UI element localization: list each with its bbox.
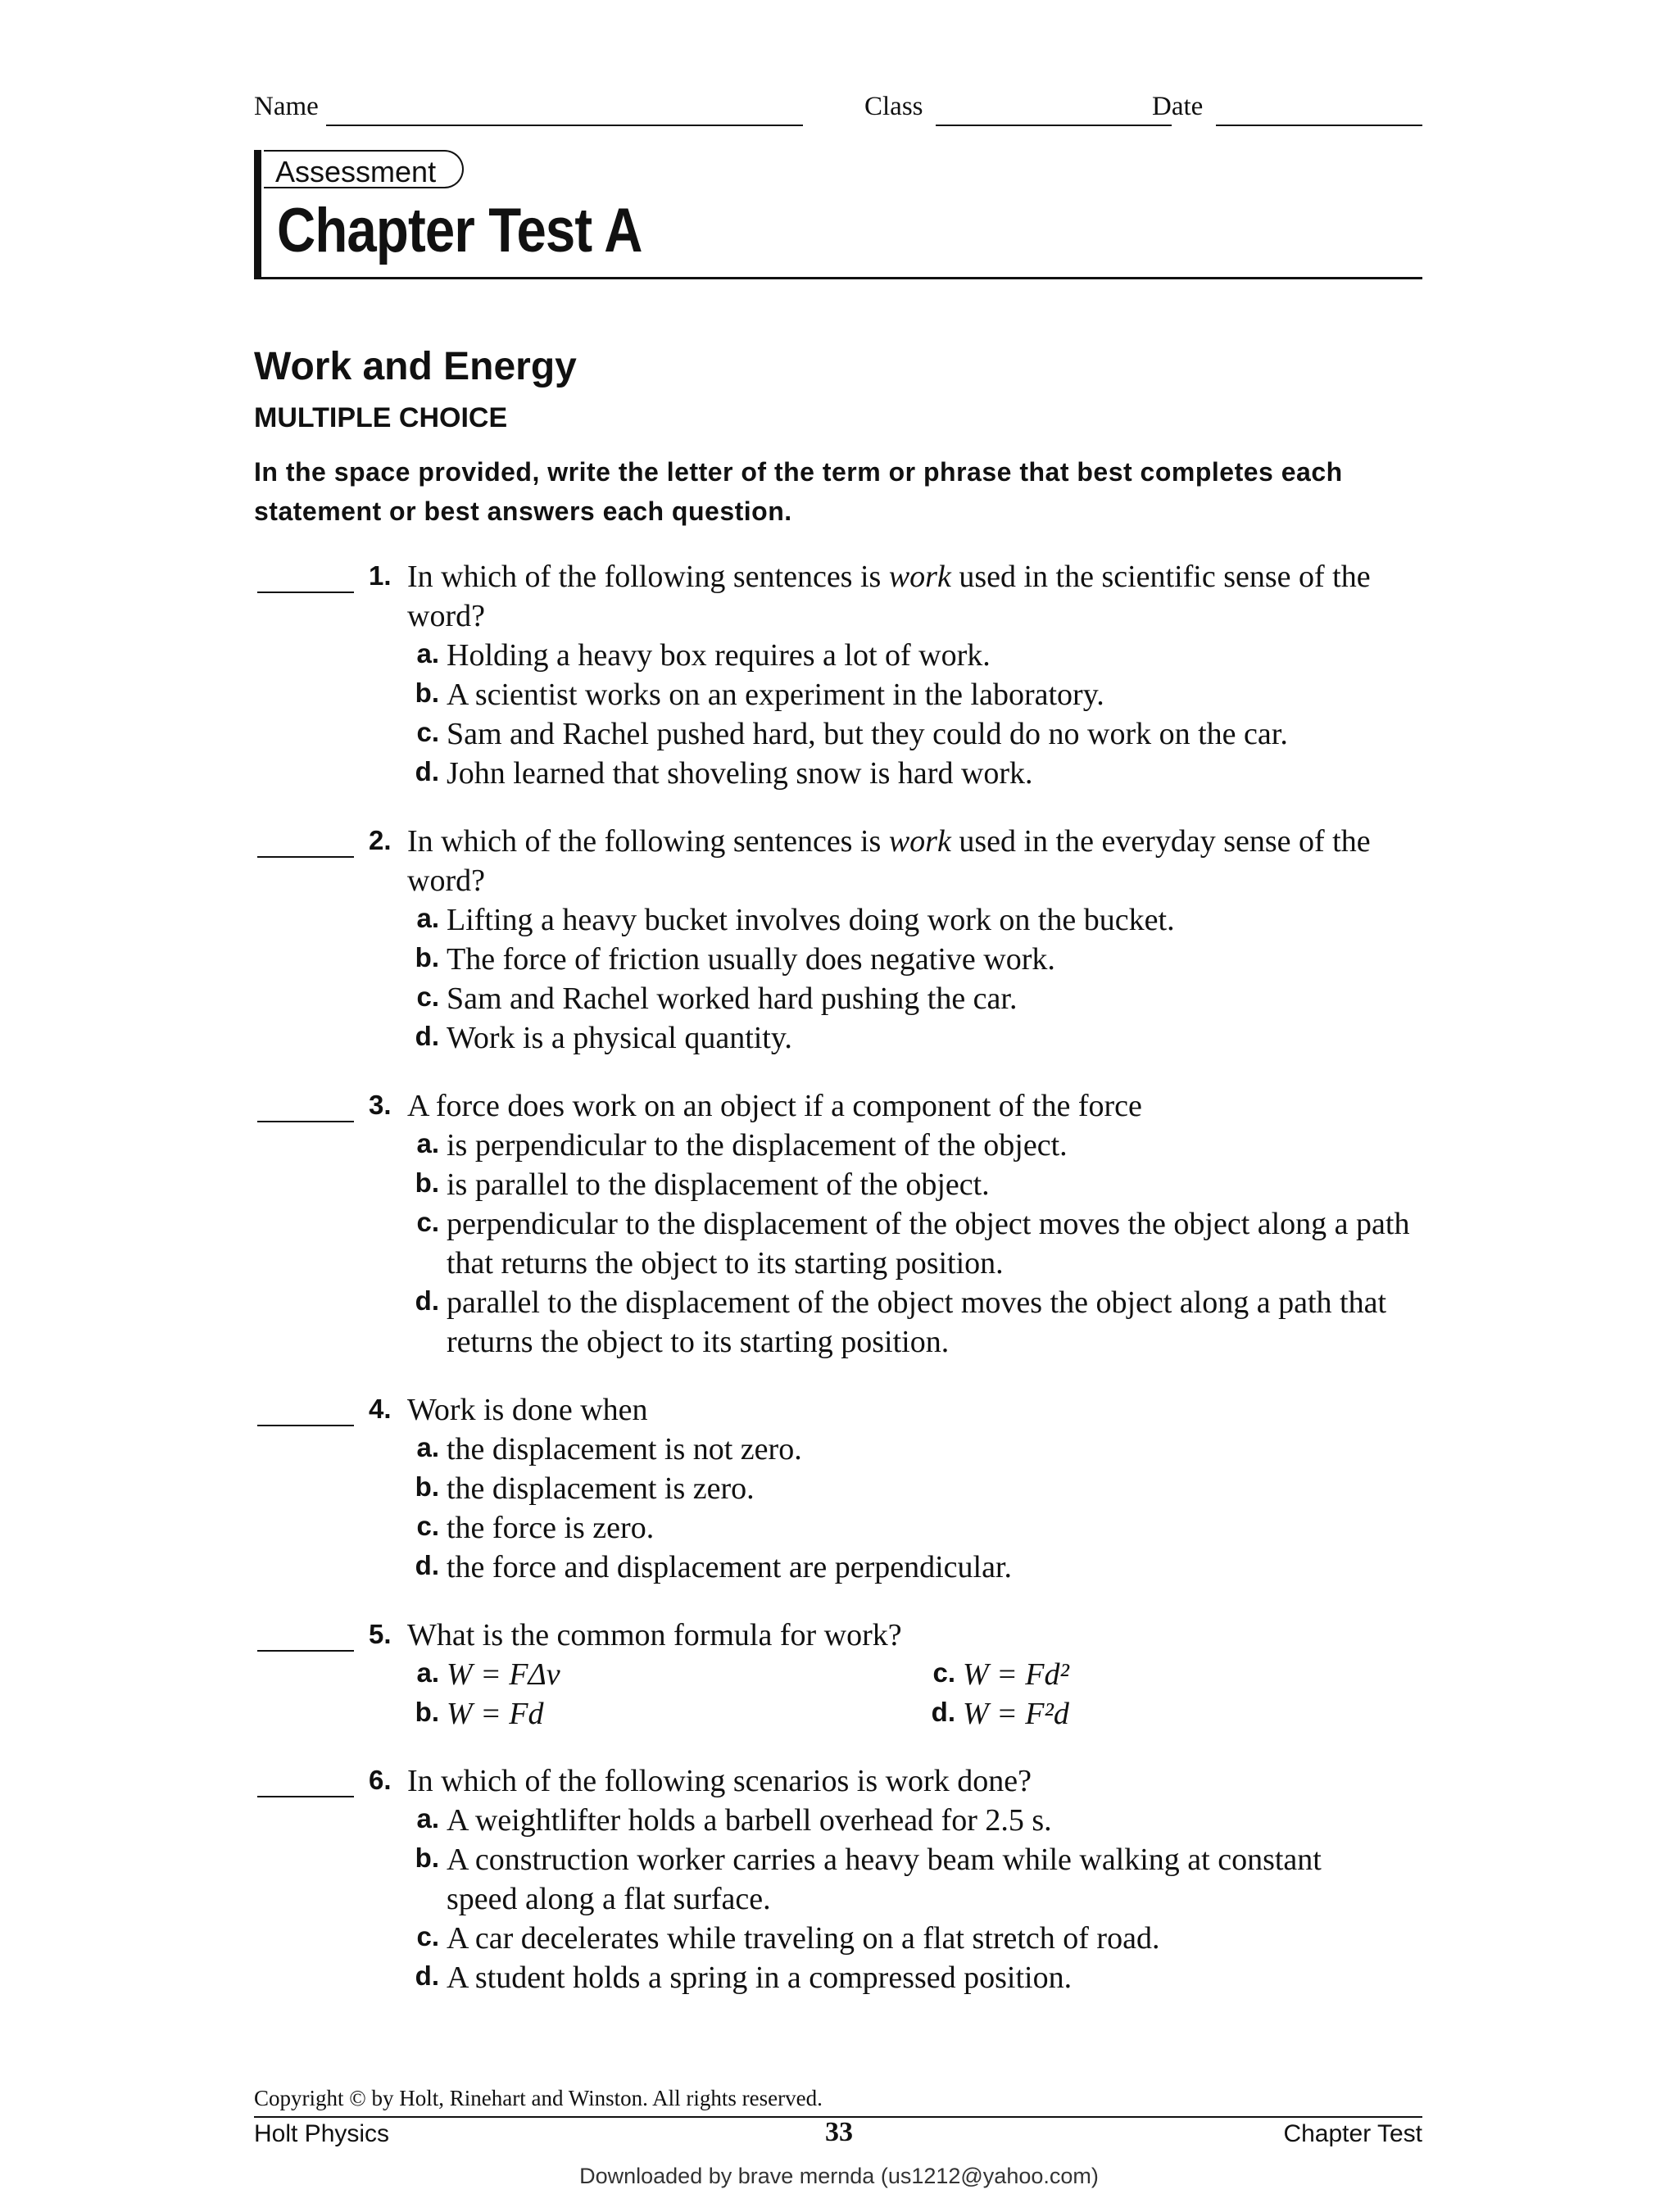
option: a. is perpendicular to the displacement of the object. (416, 1128, 1068, 1163)
option: b. A construction worker carries a heavy beam while walking at constant speed along a flat surface. (415, 1843, 1322, 1916)
question-text: In which of the following scenarios is work done? (407, 1764, 1032, 1798)
section-title: Work and Energy (254, 345, 577, 388)
option: a. Holding a heavy box requires a lot of work. (416, 638, 991, 673)
option: c. Sam and Rachel worked hard pushing the car. (416, 981, 1018, 1016)
question-number: 2. (369, 825, 392, 855)
option: a. A weightlifter holds a barbell overhead for 2.5 s. (416, 1803, 1052, 1838)
banner-bar (254, 150, 261, 279)
question-text: Work is done when (407, 1393, 648, 1427)
option: b. A scientist works on an experiment in the laboratory. (415, 678, 1104, 712)
option: b. is parallel to the displacement of the object. (415, 1167, 990, 1202)
student-info-header (254, 92, 1422, 133)
option: a. W = FΔv (416, 1657, 560, 1692)
question-text: In which of the following sentences is work used in the scientific sense of the word? (407, 560, 1371, 633)
instructions: In the space provided, write the letter of the term or phrase that best completes each statement or best answers each question. (254, 457, 1343, 526)
question-number: 3. (369, 1090, 392, 1120)
option: c. perpendicular to the displacement of the object moves the object along a path that returns the object to its starting position. (416, 1207, 1410, 1281)
answer-blank[interactable] (257, 1650, 354, 1652)
option: d. Work is a physical quantity. (415, 1021, 792, 1055)
footer-book: Holt Physics (254, 2120, 390, 2147)
option: c. Sam and Rachel pushed hard, but they could do no work on the car. (416, 717, 1288, 751)
footer-chapter: Chapter Test (1283, 2120, 1422, 2147)
question-number: 5. (369, 1619, 392, 1649)
option: c. the force is zero. (416, 1511, 655, 1545)
answer-blank[interactable] (257, 856, 354, 858)
answer-blank[interactable] (257, 1425, 354, 1426)
answer-blank[interactable] (257, 1796, 354, 1797)
class-label: Class (864, 92, 923, 121)
question-text: In which of the following sentences is work used in the everyday sense of the word? (407, 824, 1371, 898)
name-label: Name (254, 92, 319, 121)
answer-blank[interactable] (257, 592, 354, 593)
class-field[interactable] (936, 125, 1172, 126)
option: d. A student holds a spring in a compressed position. (415, 1960, 1073, 1995)
option: d. the force and displacement are perpendicular. (415, 1550, 1012, 1584)
assessment-tag (264, 150, 464, 188)
download-note: Downloaded by brave mernda (us1212@yahoo.com) (579, 2164, 1099, 2188)
title-divider (254, 277, 1422, 279)
assessment-tag-label: Assessment (275, 155, 437, 188)
option: c. W = Fd² (932, 1657, 1069, 1692)
page-title: Chapter Test A (277, 196, 642, 265)
option: b. the displacement is zero. (415, 1471, 755, 1506)
emphasis: work (888, 560, 951, 594)
option: d. W = F²d (931, 1697, 1069, 1731)
emphasis: work (888, 824, 951, 859)
option: a. Lifting a heavy bucket involves doing work on the bucket. (416, 903, 1175, 937)
section-subtitle: MULTIPLE CHOICE (254, 402, 508, 433)
date-label: Date (1152, 92, 1204, 121)
option: d. parallel to the displacement of the object moves the object along a path that returns the object to its starting position. (415, 1285, 1386, 1359)
option: b. The force of friction usually does negative work. (415, 942, 1055, 977)
question-text: A force does work on an object if a component of the force (407, 1089, 1142, 1123)
option: b. W = Fd (415, 1697, 544, 1731)
question-number: 4. (369, 1394, 392, 1424)
option: d. John learned that shoveling snow is hard work. (415, 756, 1033, 791)
date-field[interactable] (1216, 125, 1422, 126)
name-field[interactable] (326, 125, 803, 126)
answer-blank[interactable] (257, 1121, 354, 1122)
question-text: What is the common formula for work? (407, 1618, 902, 1652)
option: a. the displacement is not zero. (416, 1432, 802, 1466)
copyright: Copyright © by Holt, Rinehart and Winston. All rights reserved. (254, 2086, 823, 2110)
option: c. A car decelerates while traveling on a flat stretch of road. (416, 1921, 1160, 1956)
question-number: 1. (369, 560, 392, 591)
page-number: 33 (825, 2117, 853, 2147)
question-number: 6. (369, 1765, 392, 1795)
